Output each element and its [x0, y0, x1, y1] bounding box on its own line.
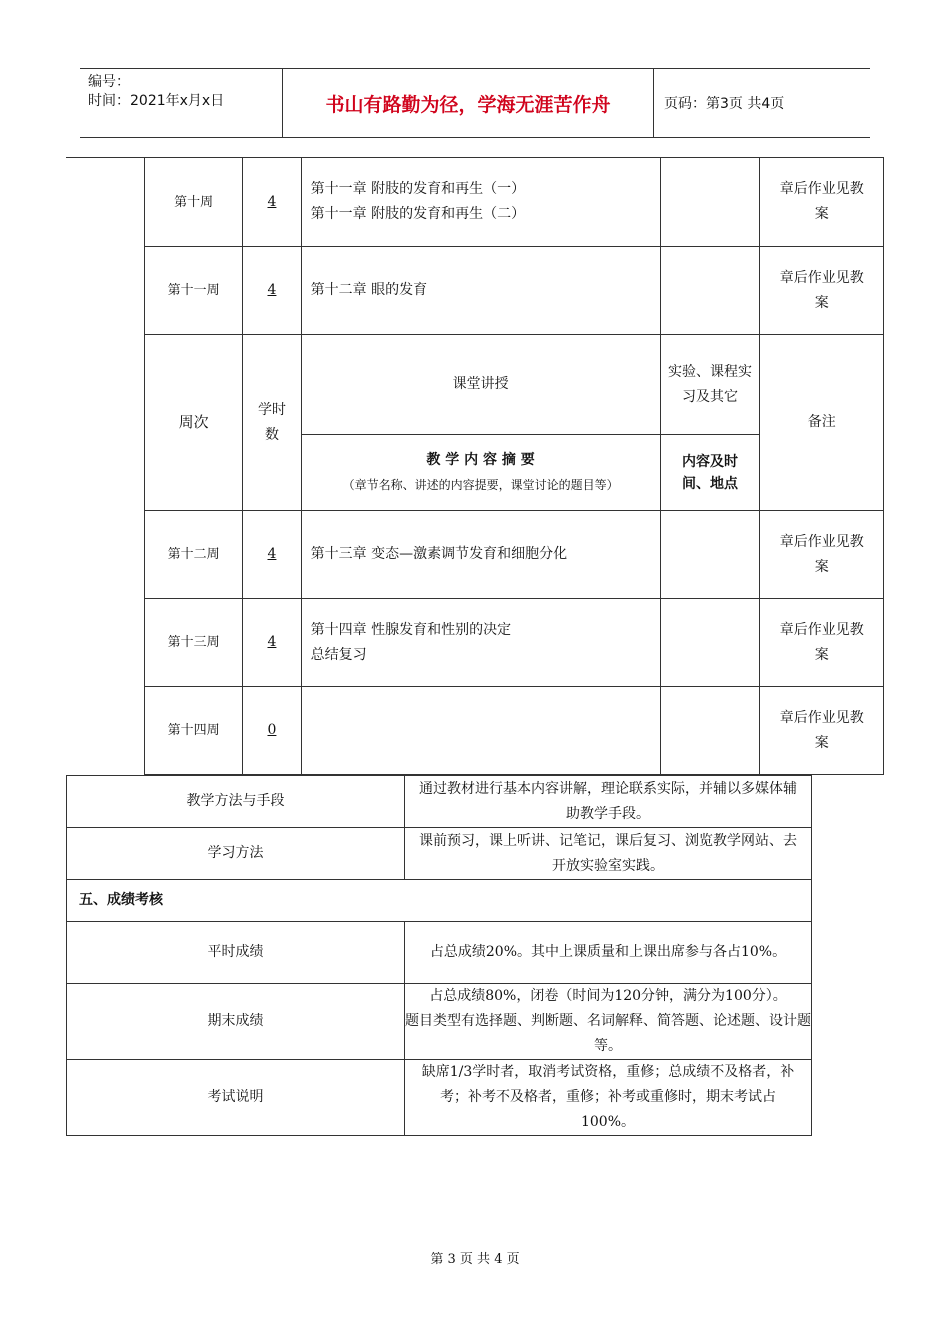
hours-cell: 4 [243, 247, 301, 335]
table-row [67, 922, 812, 984]
note-cell: 章后作业见教案 [760, 158, 884, 247]
summary-header: 教 学 内 容 摘 要 （章节名称、讲述的内容提要，课堂讨论的题目等） [301, 435, 660, 511]
table-row [145, 158, 884, 247]
note-cell: 章后作业见教案 [760, 599, 884, 687]
content-cell: 第十四章 性腺发育和性别的决定 总结复习 [301, 599, 660, 687]
week-header: 周次 [145, 335, 243, 511]
note-cell: 章后作业见教案 [760, 511, 884, 599]
table-row [67, 880, 812, 922]
table-row [67, 828, 812, 880]
content-cell: 第十一章 附肢的发育和再生（一） 第十一章 附肢的发育和再生（二） [301, 158, 660, 247]
schedule-table [144, 157, 884, 775]
table-row [145, 247, 884, 335]
note-header: 备注 [760, 335, 884, 511]
teaching-method-value: 通过教材进行基本内容讲解，理论联系实际，并辅以多媒体辅助教学手段。 [405, 776, 812, 828]
lab-detail-header: 内容及时间、地点 [660, 435, 760, 511]
header-row [145, 335, 884, 435]
lab-cell [660, 247, 760, 335]
week-cell: 第十一周 [145, 247, 243, 335]
regular-grade-value: 占总成绩20%。其中上课质量和上课出席参与各占10%。 [405, 922, 812, 984]
note-cell: 章后作业见教案 [760, 247, 884, 335]
table-row [67, 776, 812, 828]
hours-header: 学时数 [243, 335, 301, 511]
table-row [145, 687, 884, 775]
lab-cell [660, 158, 760, 247]
hours-cell: 4 [243, 599, 301, 687]
week-cell: 第十三周 [145, 599, 243, 687]
lab-cell [660, 599, 760, 687]
table-row [145, 511, 884, 599]
lab-header: 实验、课程实习及其它 [660, 335, 760, 435]
learning-method-label: 学习方法 [67, 828, 405, 880]
exam-notes-value: 缺席1/3学时者，取消考试资格，重修；总成绩不及格者，补考；补考不及格者，重修；补考或重修时，期末考试占100%。 [405, 1060, 812, 1136]
note-cell: 章后作业见教案 [760, 687, 884, 775]
page-footer: 第 3 页 共 4 页 [430, 1252, 520, 1267]
final-grade-label: 期末成绩 [67, 984, 405, 1060]
final-grade-value: 占总成绩80%，闭卷（时间为120分钟，满分为100分）。 题目类型有选择题、判断题、名词解释、简答题、论述题、设计题等。 [405, 984, 812, 1060]
week-cell: 第十四周 [145, 687, 243, 775]
hours-cell: 0 [243, 687, 301, 775]
page-indicator: 页码：第3页 共4页 [664, 96, 785, 112]
table-row [67, 1060, 812, 1136]
content-cell: 第十三章 变态—激素调节发育和细胞分化 [301, 511, 660, 599]
content-cell [301, 687, 660, 775]
hours-cell: 4 [243, 158, 301, 247]
learning-method-value: 课前预习，课上听讲、记笔记，课后复习、浏览教学网站、去开放实验室实践。 [405, 828, 812, 880]
week-cell: 第十周 [145, 158, 243, 247]
page-header [80, 68, 870, 138]
time-label: 时间：2021年x月x日 [88, 93, 225, 109]
week-cell: 第十二周 [145, 511, 243, 599]
content-cell: 第十二章 眼的发育 [301, 247, 660, 335]
lab-cell [660, 511, 760, 599]
number-label: 编号： [88, 74, 130, 90]
table-row [67, 984, 812, 1060]
lecture-header: 课堂讲授 [301, 335, 660, 435]
divider [66, 157, 144, 158]
exam-notes-label: 考试说明 [67, 1060, 405, 1136]
hours-cell: 4 [243, 511, 301, 599]
assessment-table [66, 775, 812, 1136]
teaching-method-label: 教学方法与手段 [67, 776, 405, 828]
regular-grade-label: 平时成绩 [67, 922, 405, 984]
lab-cell [660, 687, 760, 775]
table-row [145, 599, 884, 687]
header-meta [80, 69, 282, 137]
motto: 书山有路勤为径，学海无涯苦作舟 [282, 69, 654, 137]
section-title: 五、成绩考核 [67, 880, 812, 922]
